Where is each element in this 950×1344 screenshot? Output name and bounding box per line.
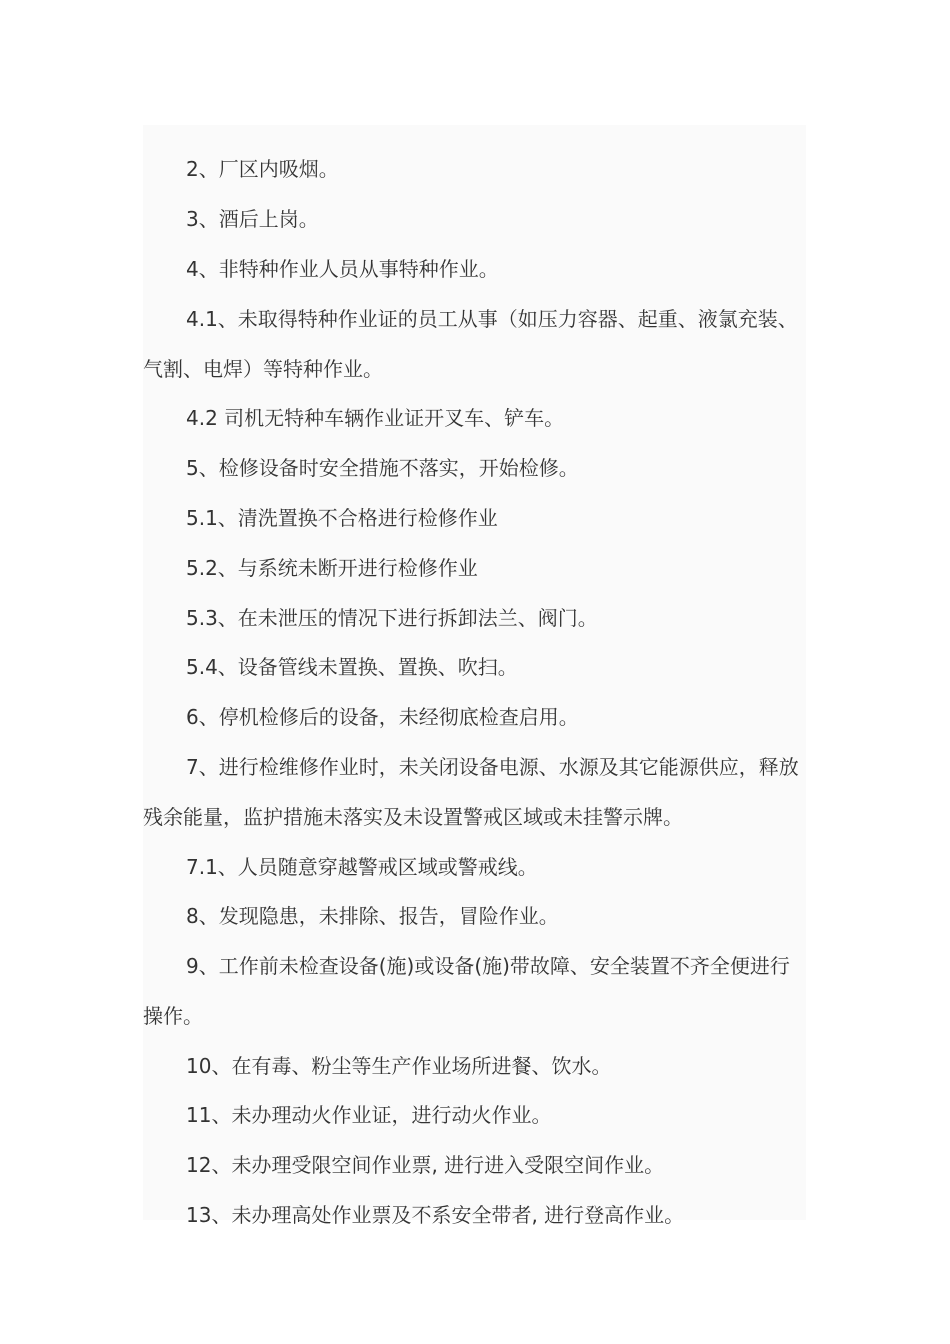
list-item: 7、进行检维修作业时，未关闭设备电源、水源及其它能源供应，释放残余能量，监护措施未落实及未设置警戒区域或未挂警示牌。 bbox=[143, 755, 799, 829]
list-item: 12、未办理受限空间作业票, 进行进入受限空间作业。 bbox=[186, 1153, 665, 1177]
document-content bbox=[143, 125, 806, 1227]
list-item: 4.1、未取得特种作业证的员工从事（如压力容器、起重、液氯充装、气割、电焊）等特种作业。 bbox=[143, 307, 798, 381]
list-item: 8、发现隐患，未排除、报告，冒险作业。 bbox=[186, 904, 559, 928]
list-item: 7.1、人员随意穿越警戒区域或警戒线。 bbox=[186, 855, 538, 879]
list-item: 4、非特种作业人员从事特种作业。 bbox=[186, 257, 499, 281]
list-item: 5、检修设备时安全措施不落实，开始检修。 bbox=[186, 456, 579, 480]
list-item: 5.3、在未泄压的情况下进行拆卸法兰、阀门。 bbox=[186, 606, 598, 630]
list-item: 6、停机检修后的设备，未经彻底检查启用。 bbox=[186, 705, 579, 729]
list-item: 11、未办理动火作业证，进行动火作业。 bbox=[186, 1103, 552, 1127]
list-item: 9、工作前未检查设备(施)或设备(施)带故障、安全装置不齐全便进行操作。 bbox=[143, 954, 790, 1028]
list-item: 5.4、设备管线未置换、置换、吹扫。 bbox=[186, 655, 518, 679]
list-item: 2、厂区内吸烟。 bbox=[186, 157, 339, 181]
list-item: 4.2 司机无特种车辆作业证开叉车、铲车。 bbox=[186, 406, 565, 430]
list-item: 5.2、与系统未断开进行检修作业 bbox=[186, 556, 478, 580]
list-item: 3、酒后上岗。 bbox=[186, 207, 319, 231]
list-item: 5.1、清洗置换不合格进行检修作业 bbox=[186, 506, 498, 530]
list-item: 13、未办理高处作业票及不系安全带者, 进行登高作业。 bbox=[186, 1203, 685, 1227]
list-item: 10、在有毒、粉尘等生产作业场所进餐、饮水。 bbox=[186, 1054, 612, 1078]
